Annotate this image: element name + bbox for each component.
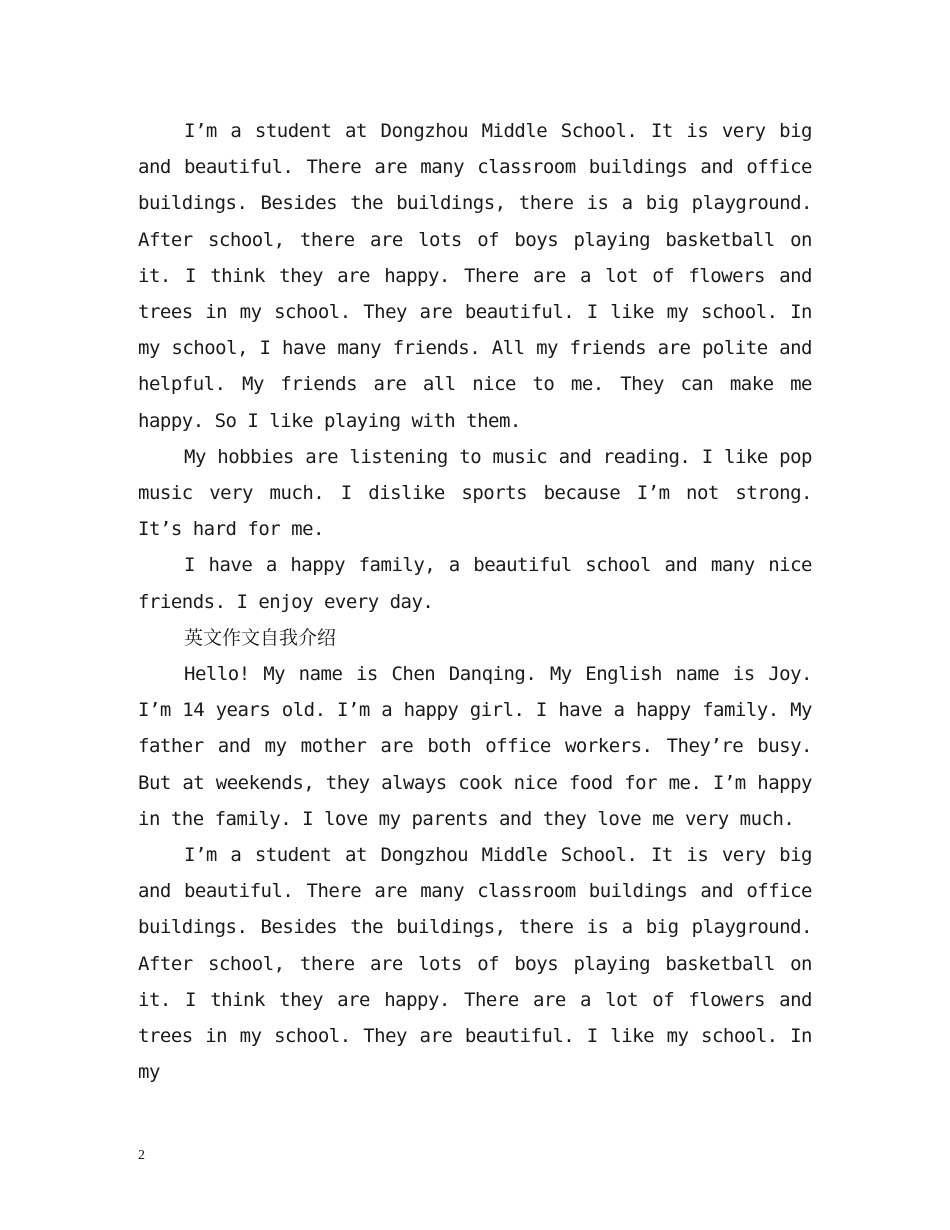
paragraph-school-repeat: I’m a student at Dongzhou Middle School. It is very big and beautiful. There are many classroom buildings and office buildings. Besides the buildings, there is a big playground. After school, there are lots of boys playing basketball on it. I think they are happy. There are a lot of flowers and trees in my school. They are beautiful. I like my school. In my: [138, 844, 812, 1084]
paragraph-hobbies: My hobbies are listening to music and reading. I like pop music very much. I dislike sports because I’m not strong. It’s hard for me.: [138, 445, 812, 541]
section-heading: 英文作文自我介绍: [184, 626, 337, 649]
document-body: [138, 113, 812, 1090]
page-number: 2: [138, 1148, 145, 1163]
paragraph-school: I’m a student at Dongzhou Middle School. It is very big and beautiful. There are many classroom buildings and office buildings. Besides the buildings, there is a big playground. After school, there are lots of boys playing basketball on it. I think they are happy. There are a lot of flowers and trees in my school. They are beautiful. I like my school. In my school, I have many friends. All my friends are polite and helpful. My friends are all nice to me. They can make me happy. So I like playing with them.: [138, 120, 812, 432]
paragraph-conclusion: I have a happy family, a beautiful school and many nice friends. I enjoy every day.: [138, 554, 812, 613]
paragraph-introduction: Hello! My name is Chen Danqing. My English name is Joy. I’m 14 years old. I’m a happy girl. I have a happy family. My father and my mother are both office workers. They’re busy. But at weekends, they always cook nice food for me. I’m happy in the family. I love my parents and they love me very much.: [138, 663, 812, 830]
